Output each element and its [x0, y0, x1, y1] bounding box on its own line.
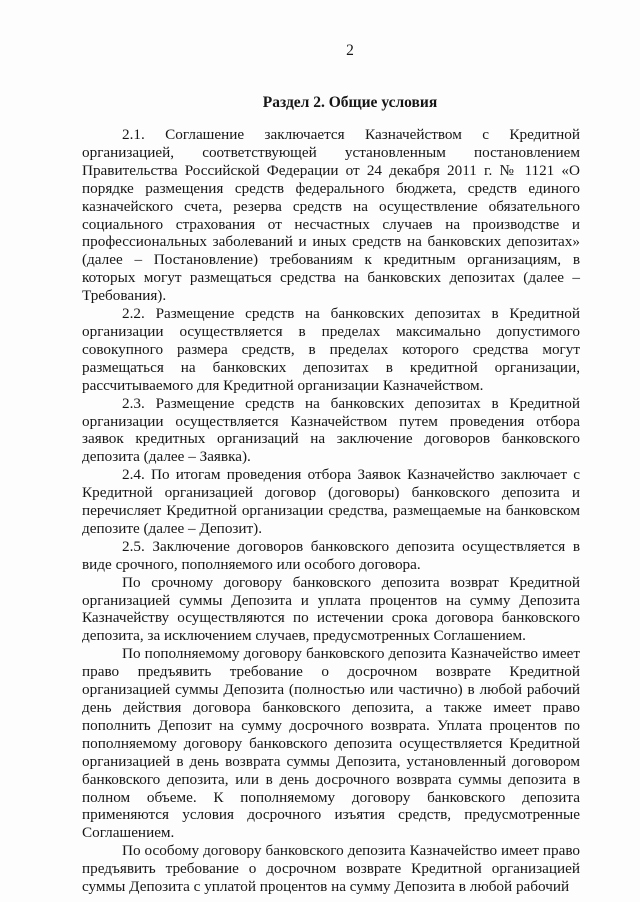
paragraph-special-deposit: По особому договору банковского депозита Казначейство имеет право предъявить требование о досрочном возврате Кредитной организацией суммы Депозита с уплатой процентов на сумму Депозита в любой рабочий: [82, 842, 580, 896]
page-number: 2: [346, 42, 354, 59]
document-body: [82, 126, 580, 896]
paragraph-2-4: 2.4. По итогам проведения отбора Заявок Казначейство заключает с Кредитной организацией договор (договоры) банковского депозита и перечисляет Кредитной организации средства, размещаемые на банковском депозите (далее – Депозит).: [82, 466, 580, 537]
paragraph-2-1: 2.1. Соглашение заключается Казначейством с Кредитной организацией, соответствующей установленным постановлением Правительства Российской Федерации от 24 декабря 2011 г. № 1121 «О порядке размещения средств федерального бюджета, средств единого казначейского счета, резерва средств на осуществление обязательного социального страхования от несчастных случаев на производстве и профессиональных заболеваний и иных средств на банковских депозитах» (далее – Постановление) требованиям к кредитным организациям, в которых могут размещаться средства на банковских депозитах (далее – Требования).: [82, 126, 580, 305]
paragraph-2-3: 2.3. Размещение средств на банковских депозитах в Кредитной организации осуществляется Казначейством путем проведения отбора заявок кредитных организаций на заключение договоров банковского депозита (далее – Заявка).: [82, 394, 580, 466]
section-title: Раздел 2. Общие условия: [262, 94, 438, 111]
paragraph-term-deposit: По срочному договору банковского депозита возврат Кредитной организацией суммы Депозита и уплата процентов на сумму Депозита Казначейству осуществляются по истечении срока договора банковского депозита, за исключением случаев, предусмотренных Соглашением.: [82, 573, 580, 645]
paragraph-replenishable-deposit: По пополняемому договору банковского депозита Казначейство имеет право предъявить требование о досрочном возврате Кредитной организацией суммы Депозита (полностью или частично) в любой рабочий день действия договора банковского депозита, а также имеет право пополнить Депозит на сумму досрочного возврата. Уплата процентов по пополняемому договору банковского депозита осуществляется Кредитной организацией в день возврата суммы Депозита, установленный договором банковского депозита, или в день досрочного возврата суммы депозита в полном объеме. К пополняемому договору банковского депозита применяются условия досрочного изъятия средств, предусмотренные Соглашением.: [82, 645, 580, 842]
paragraph-2-2: 2.2. Размещение средств на банковских депозитах в Кредитной организации осуществляется в пределах максимально допустимого совокупного размера средств, в пределах которого средства могут размещаться на банковских депозитах в кредитной организации, рассчитываемого для Кредитной организации Казначейством.: [82, 305, 580, 394]
paragraph-2-5: 2.5. Заключение договоров банковского депозита осуществляется в виде срочного, пополняемого или особого договора.: [82, 537, 580, 573]
